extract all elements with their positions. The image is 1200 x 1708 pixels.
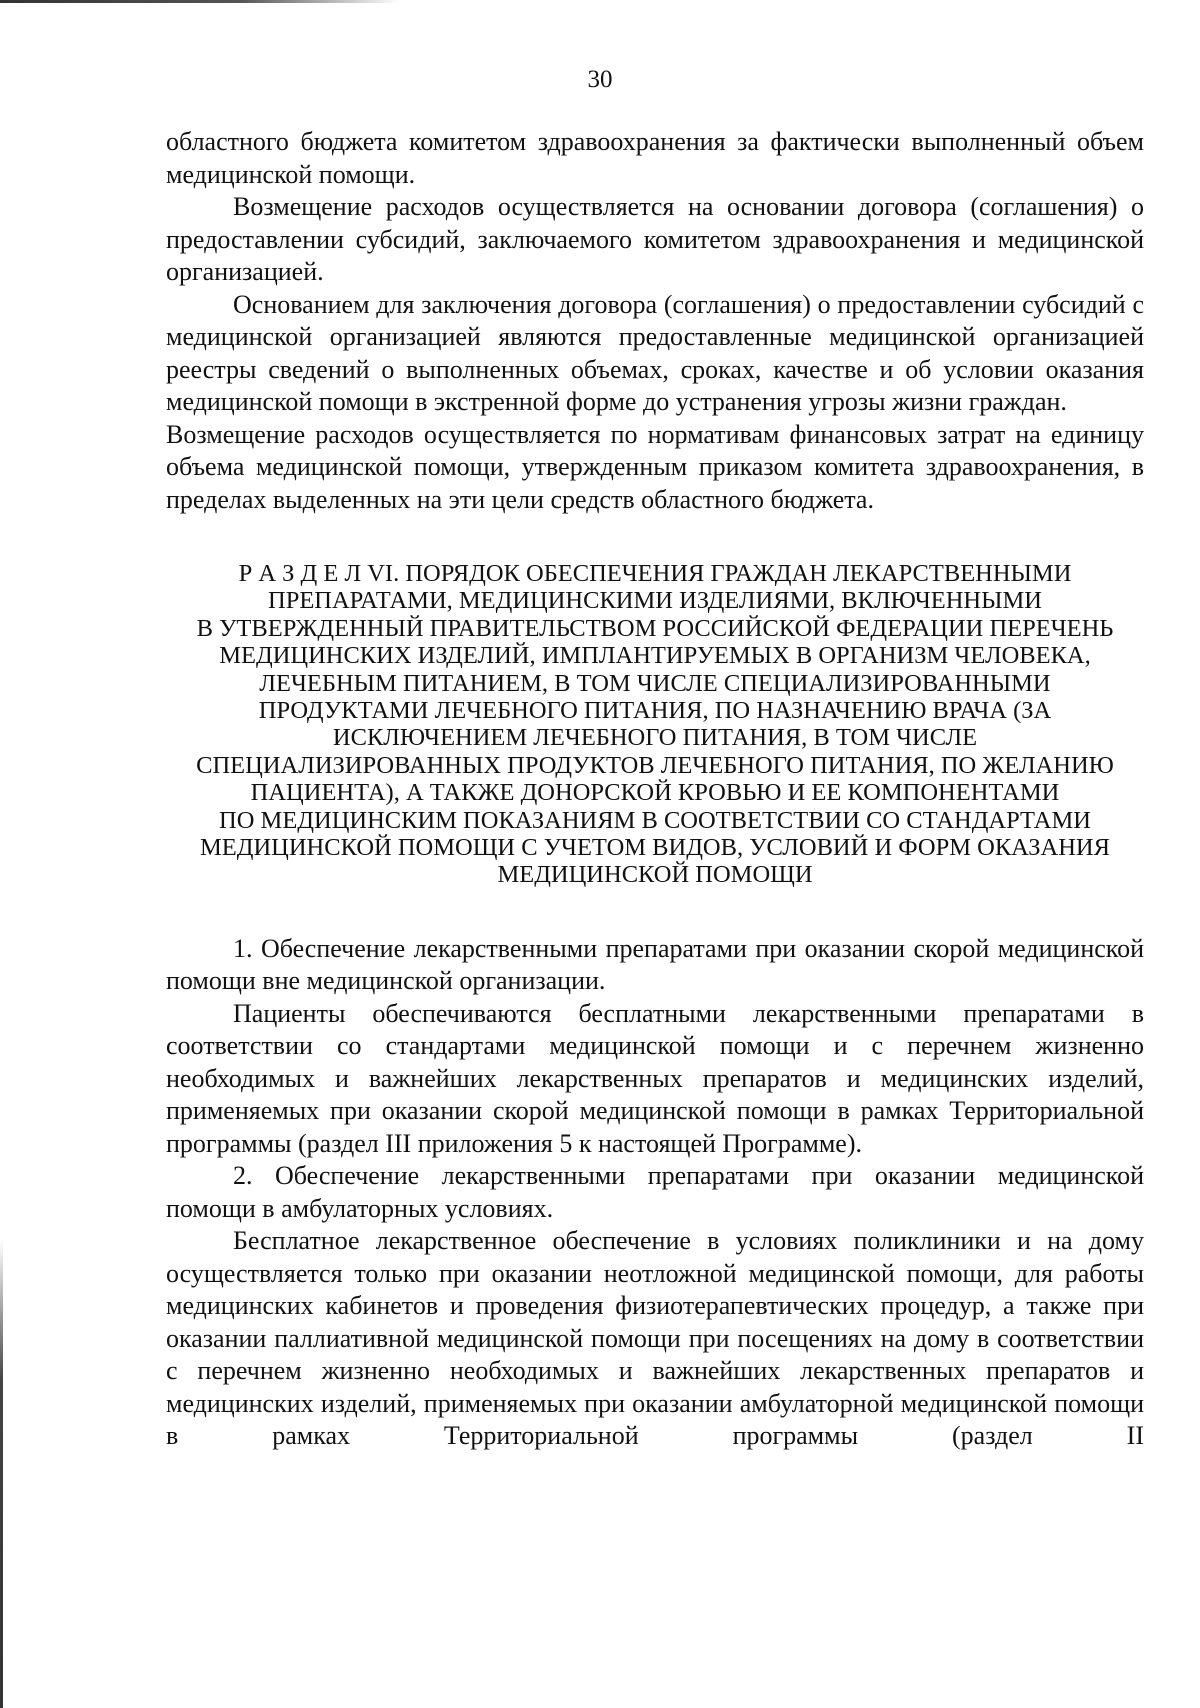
section-title-line: МЕДИЦИНСКОЙ ПОМОЩИ С УЧЕТОМ ВИДОВ, УСЛОВИЙ И ФОРМ ОКАЗАНИЯ [200,834,1110,862]
section-title-line: ПО МЕДИЦИНСКИМ ПОКАЗАНИЯМ В СООТВЕТСТВИИ СО СТАНДАРТАМИ [219,806,1091,834]
section-title-line: МЕДИЦИНСКИХ ИЗДЕЛИЙ, ИМПЛАНТИРУЕМЫХ В ОРГАНИЗМ ЧЕЛОВЕКА, [219,642,1091,670]
paragraph: Бесплатное лекарственное обеспечение в условиях поликлиники и на дому осуществляется только при оказании неотложной медицинской помощи, для работы медицинских кабинетов и проведения физиотерапевтических процедур, а также при оказании паллиативной медицинской помощи при посещениях на дому в соответствии с перечнем жизненно необходимых и важнейших лекарственных препаратов и медицинских изделий, применяемых при оказании амбулаторной медицинской помощи в рамках Территориальной программы (раздел II [166,1226,1144,1451]
section-title-line: ЛЕЧЕБНЫМ ПИТАНИЕМ, В ТОМ ЧИСЛЕ СПЕЦИАЛИЗИРОВАННЫМИ [259,669,1051,697]
paragraphs-after-section [166,933,1144,1453]
section-title-line: МЕДИЦИНСКОЙ ПОМОЩИ [497,861,813,889]
paragraph: областного бюджета комитетом здравоохранения за фактически выполненный объем медицинской помощи. [166,127,1144,189]
section-title-line: Р А З Д Е Л VI. ПОРЯДОК ОБЕСПЕЧЕНИЯ ГРАЖДАН ЛЕКАРСТВЕННЫМИ [238,560,1072,587]
paragraph: Возмещение расходов осуществляется по нормативам финансовых затрат на единицу объема медицинской помощи, утвержденным приказом комитета здравоохранения, в пределах выделенных на эти цели средств областного бюджета. [166,419,1144,514]
page-number: 30 [587,66,613,93]
section-title-line: ИСКЛЮЧЕНИЕМ ЛЕЧЕБНОГО ПИТАНИЯ, В ТОМ ЧИСЛЕ [332,724,978,752]
section-title-line: СПЕЦИАЛИЗИРОВАННЫХ ПРОДУКТОВ ЛЕЧЕБНОГО ПИТАНИЯ, ПО ЖЕЛАНИЮ [196,751,1114,779]
section-title-line: ПРЕПАРАТАМИ, МЕДИЦИНСКИМИ ИЗДЕЛИЯМИ, ВКЛЮЧЕННЫМИ [268,587,1042,615]
section-title-line: ПРОДУКТАМИ ЛЕЧЕБНОГО ПИТАНИЯ, ПО НАЗНАЧЕНИЮ ВРАЧА (ЗА [258,697,1052,725]
section-title [166,560,1144,889]
scan-edge-left [0,1240,3,1708]
paragraph: Основанием для заключения договора (соглашения) о предоставлении субсидий с медицинской организацией являются предоставленные медицинской организацией реестры сведений о выполненных объемах, сроках, качестве и об условии оказания медицинской помощи в экстренной форме до устранения угрозы жизни граждан. [166,289,1144,416]
paragraph: Пациенты обеспечиваются бесплатными лекарственными препаратами в соответствии со стандартами медицинской помощи и с перечнем жизненно необходимых и важнейших лекарственных препаратов и медицинских изделий, применяемых при оказании скорой медицинской помощи в рамках Территориальной программы (раздел III приложения 5 к настоящей Программе). [166,998,1144,1158]
scan-edge-top [0,0,400,3]
paragraph: 2. Обеспечение лекарственными препаратами при оказании медицинской помощи в амбулаторных условиях. [166,1161,1144,1223]
section-title-line: В УТВЕРЖДЕННЫЙ ПРАВИТЕЛЬСТВОМ РОССИЙСКОЙ ФЕДЕРАЦИИ ПЕРЕЧЕНЬ [196,614,1114,642]
section-title-line: ПАЦИЕНТА), А ТАКЖЕ ДОНОРСКОЙ КРОВЬЮ И ЕЕ КОМПОНЕНТАМИ [250,779,1060,807]
paragraph: 1. Обеспечение лекарственными препаратами при оказании скорой медицинской помощи вне медицинской организации. [166,933,1144,996]
document-body [166,126,1144,1453]
paragraphs-before-section [166,126,1144,516]
paragraph: Возмещение расходов осуществляется на основании договора (соглашения) о предоставлении субсидий, заключаемого комитетом здравоохранения и медицинской организацией. [166,192,1144,286]
